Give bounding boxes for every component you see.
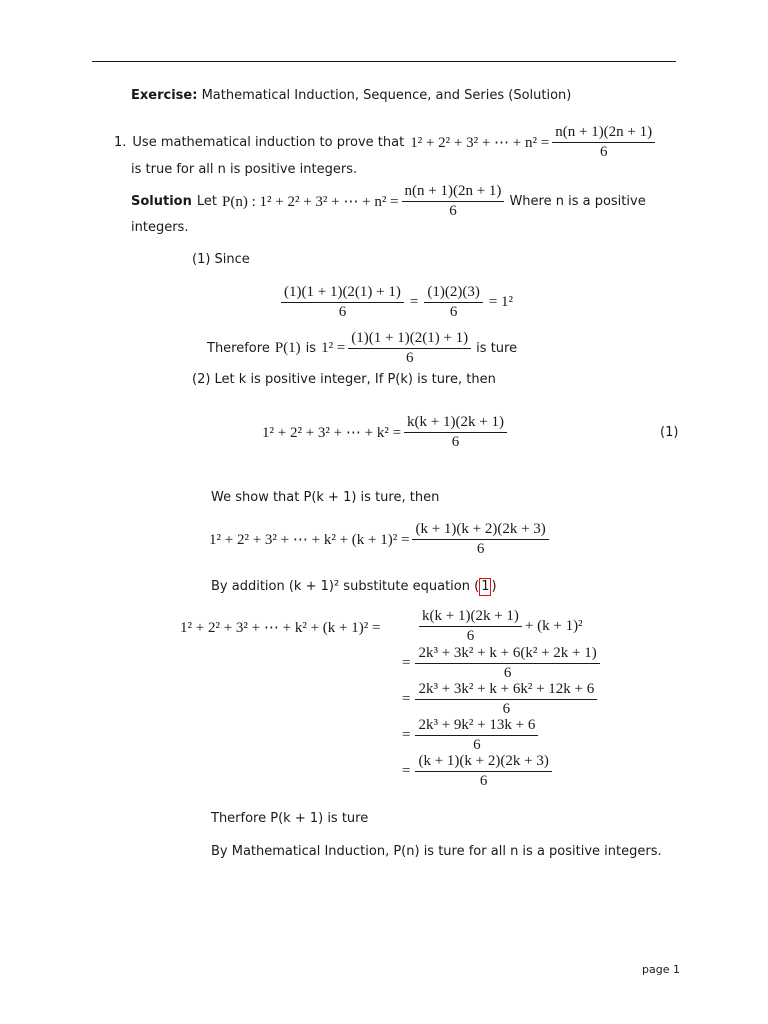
solution-where: Where n is a positive [509, 194, 646, 209]
derivation-line [400, 608, 583, 645]
derivation-frac [419, 608, 522, 645]
equation-ref-link[interactable]: 1 [481, 579, 490, 594]
derivation-den: 6 [503, 665, 512, 681]
step2-show-lhs: 1² + 2² + 3² + ⋯ + k² + (k + 1)² = [209, 532, 410, 548]
step2-eq-lhs: 1² + 2² + 3² + ⋯ + k² = [262, 425, 402, 441]
step1-frac2 [424, 284, 482, 321]
problem-lhs: 1² + 2² + 3² + ⋯ + n² = [410, 135, 550, 151]
derivation-eq: = [402, 727, 411, 743]
solution-label: Solution [131, 194, 192, 209]
derivation-line [402, 717, 541, 754]
step2-addition [211, 578, 497, 596]
derivation-eq: = [402, 655, 411, 671]
step2-addition-close: ) [491, 579, 497, 594]
problem-suffix: is true for all n is positive integers. [131, 162, 358, 177]
derivation-frac [415, 753, 551, 790]
step2-addition-text: By addition (k + 1)² substitute equation ( [211, 579, 480, 594]
solution-fraction [402, 183, 505, 220]
derivation-den: 6 [466, 628, 475, 644]
solution-pn: P(n) : 1² + 2² + 3² + ⋯ + n² = [221, 194, 399, 210]
step2-eq-frac [404, 414, 507, 451]
derivation-line [402, 681, 600, 718]
derivation-den: 6 [502, 701, 511, 717]
derivation-tail: + (k + 1)² [524, 618, 583, 634]
problem-number: 1. [114, 135, 127, 150]
header-rule [92, 61, 676, 62]
equation-tag: (1) [660, 425, 679, 440]
step1-equation [278, 284, 513, 321]
derivation-num: (k + 1)(k + 2)(2k + 3) [415, 753, 551, 772]
step1-since: (1) Since [192, 252, 250, 267]
step1-frac1 [281, 284, 404, 321]
page-number: page 1 [642, 963, 680, 976]
solution-let: Let [196, 194, 217, 209]
step2-show: We show that P(k + 1) is ture, then [211, 490, 440, 505]
derivation-eq: = [402, 691, 411, 707]
conclusion-therfore: Therfore P(k + 1) is ture [211, 811, 369, 826]
step1-equals: = [409, 294, 419, 310]
derivation-num: k(k + 1)(2k + 1) [419, 608, 522, 627]
solution-fraction-denominator: 6 [449, 203, 457, 219]
problem-fraction-denominator: 6 [599, 144, 608, 160]
step1-therefore-frac [348, 330, 471, 367]
exercise-label: Exercise: [131, 88, 198, 103]
step1-frac1-den: 6 [338, 304, 347, 320]
step1-therefore-prefix: Therefore [207, 341, 270, 356]
derivation-lhs [180, 618, 380, 637]
problem-prefix: Use mathematical induction to prove that [132, 135, 405, 150]
problem-statement [114, 124, 658, 161]
step1-therefore-lhs: 1² = [321, 340, 346, 356]
step2-eq-num: k(k + 1)(2k + 1) [404, 414, 507, 433]
problem-fraction-numerator: n(n + 1)(2n + 1) [552, 124, 655, 143]
derivation-line [402, 753, 555, 790]
solution-definition [131, 183, 646, 220]
step1-therefore-is: is [305, 341, 317, 356]
derivation-frac [415, 645, 599, 682]
exercise-heading [131, 88, 571, 103]
problem-fraction [552, 124, 655, 161]
step1-therefore [207, 330, 517, 367]
step1-frac2-den: 6 [449, 304, 458, 320]
step2-show-den: 6 [476, 541, 485, 557]
conclusion-final: By Mathematical Induction, P(n) is ture for all n is a positive integers. [211, 844, 662, 859]
step2-show-num: (k + 1)(k + 2)(2k + 3) [412, 521, 548, 540]
solution-fraction-numerator: n(n + 1)(2n + 1) [402, 183, 505, 202]
derivation-eq: = [402, 763, 411, 779]
step1-frac1-num: (1)(1 + 1)(2(1) + 1) [281, 284, 404, 303]
step1-frac2-num: (1)(2)(3) [424, 284, 482, 303]
derivation-den: 6 [473, 737, 481, 753]
step2-intro: (2) Let k is positive integer, If P(k) is ture, then [192, 372, 496, 387]
exercise-title: Mathematical Induction, Sequence, and Series (Solution) [201, 88, 572, 103]
derivation-num: 2k³ + 3k² + k + 6k² + 12k + 6 [415, 681, 597, 700]
solution-where-cont: integers. [131, 220, 189, 235]
derivation-num: 2k³ + 9k² + 13k + 6 [415, 717, 538, 736]
derivation-frac [415, 717, 538, 754]
step2-show-frac [412, 521, 548, 558]
derivation-lhs-text: 1² + 2² + 3² + ⋯ + k² + (k + 1)² = [180, 620, 381, 636]
step2-eq-den: 6 [451, 434, 460, 450]
step1-therefore-p1: P(1) [274, 340, 301, 356]
step1-therefore-suffix: is ture [476, 341, 518, 356]
derivation-den: 6 [479, 773, 488, 789]
derivation-num: 2k³ + 3k² + k + 6(k² + 2k + 1) [415, 645, 599, 664]
step1-result: = 1² [488, 294, 514, 310]
derivation-line [402, 645, 603, 682]
step1-therefore-den: 6 [405, 350, 414, 366]
step2-equation [262, 414, 510, 451]
step2-show-equation [209, 521, 552, 558]
derivation-frac [415, 681, 597, 718]
step1-therefore-num: (1)(1 + 1)(2(1) + 1) [348, 330, 471, 349]
